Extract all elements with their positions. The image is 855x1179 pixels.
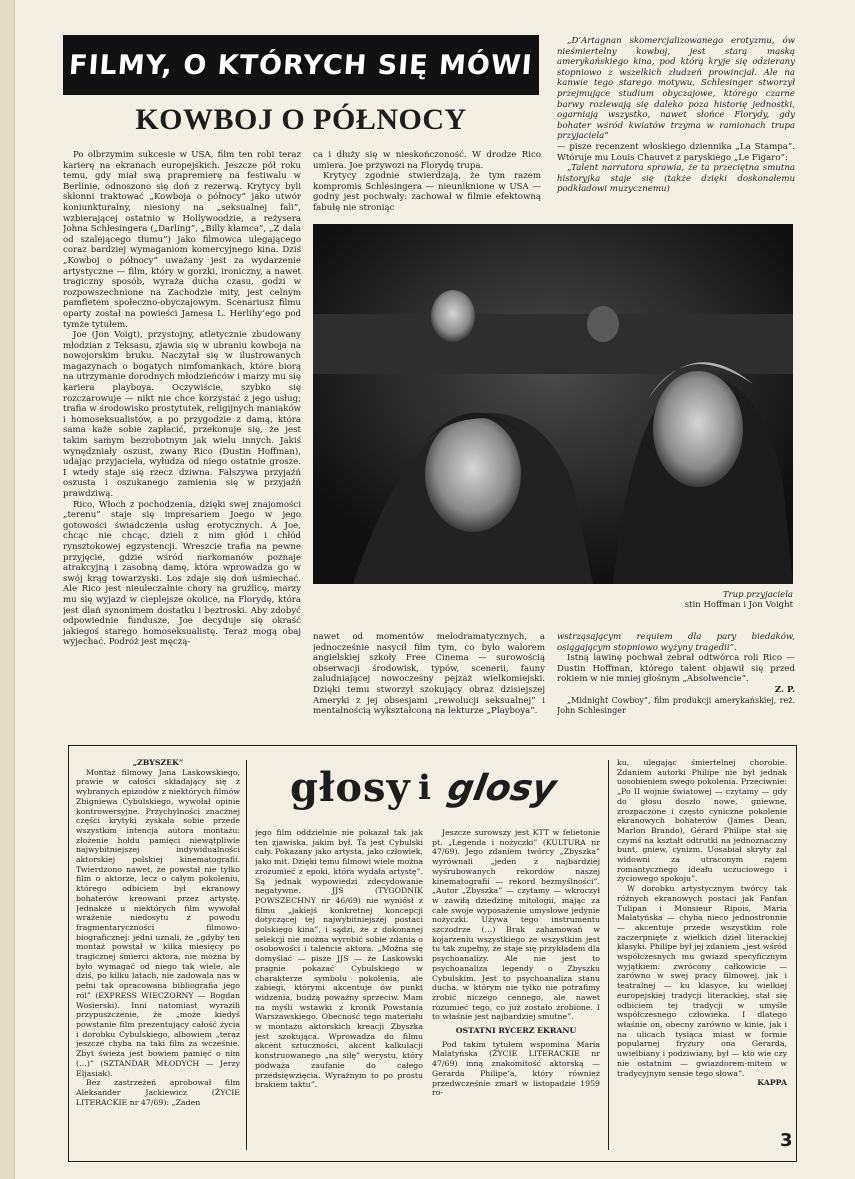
quote-paragraph: „D’Artagnan skomercjalizowanego erotyzmu, ów nieśmiertelny kowboj, jest starą maską amerykańskiego kina, pod którą kryje się odzierany stopniowo z wszelkich złudzeń prowincjał. Ale na kanwie tego starego motywu, Schlesinger stworzył przejmujące studium obyczajowe, którego czarne barwy rozlewają się daleko poza historię jednostki, ogarniają wszystko, nawet słońce Florydy, gdy bohater wśród kwiatów trzyma w ramionach trupa przyjaciela” bbox=[557, 36, 795, 142]
paragraph: — pisze recenzent włoskiego dziennika „La Stampa”. Wtóruje mu Louis Chauvet z paryskiego „Le Figaro”: bbox=[557, 141, 795, 163]
paragraph: ca i dłuży się w nieskończoność. W drodze Rico umiera. Joe przywozi na Florydę trupa. bbox=[313, 150, 541, 171]
paragraph: Joe (Jon Voigt), przystojny, atletycznie zbudowany młodzian z Teksasu, zjawia się w ubraniu kowboja na nowojorskim bruku. Naczytał się w ilustrowanych magazynach o bogatych nimfomankach, które biorą na utrzymanie dorodnych młodzieńców i marzy mu się kariera playboya. Oczywiście, szybko się rozczarowuje — nikt nie chce korzystać z jego usług; trafia w środowisko prostytutek, religijnych maniaków i homoseksualistów, a po przygodzie z damą, która sama każe sobie zapłacić, przekonuje się, że jest takim samym bezrobotnym jak wielu innych. Jakiś wynędzniały oszust, zwany Rico (Dustin Hoffman), udając przyjaciela, wyłudza od niego ostatnie grosze. I wtedy staje się rzecz dziwna. Fałszywa przyjaźń oszusta i oszukanego zamienia się w przyjaźń prawdziwą. bbox=[63, 330, 301, 499]
paragraph: nawet od momentów melodramatycznych, a jednocześnie nasycił film tym, co było walorem angielskiej szkoły Free Cinema — surowością obserwacji środowisk, typów, scenerii, fauny zaludniającej nowoczesny pejzaż wielkomiejski. Dzięki temu stworzył szokujący obraz dzisiejszej Ameryki z jej obsesjami „rewolucji seksualnej” i mentalnością wykształconą na lekturze „Playboya”. bbox=[313, 632, 545, 717]
article-column-2-bottom bbox=[313, 632, 545, 732]
film-note: „Midnight Cowboy”, film produkcji amerykańskiej, reż. John Schlesinger bbox=[557, 695, 795, 716]
article-column-1 bbox=[63, 150, 301, 730]
review-signature: KAPPA bbox=[757, 1078, 787, 1088]
photo-caption bbox=[313, 590, 793, 610]
review-column-3 bbox=[432, 828, 600, 1153]
column-rule bbox=[246, 760, 247, 1150]
title-part-2: i bbox=[418, 768, 431, 808]
paragraph: Bez zastrzeżeń aprobował film Aleksander Jackiewicz (ŻYCIE LITERACKIE nr 47/69): „Zaden bbox=[76, 1078, 240, 1107]
banner-text: FILMY, O KTÓRYCH SIĘ MÓWI bbox=[68, 49, 534, 81]
review-heading: „ZBYSZEK” bbox=[132, 758, 184, 767]
article-title: KOWBOJ O PÓŁNOCY bbox=[135, 103, 467, 136]
quote-paragraph: „Talent narratora sprawia, że ta przeciętna smutna historyjka staje się (także dzięki doskonałemu podkładowi muzycznemu) bbox=[557, 163, 795, 195]
paragraph: W dorobku artystycznym twórcy tak różnych ekranowych postaci jak Fanfan Tulipan i Monsieur Ripois, Maria Malatyńska — chyba nieco jednostronnie — akcentuje przede wszystkim role zaczerpnięte z wielkich dzieł literackiej klasyki. Philipe był jej zdaniem „jest wśród współczesnych mu gwiazd specyficznym wyjątkiem: zwrócony całkowicie — zarówno w swej pracy filmowej, jak i teatralnej — ku klasyce, ku wielkiej europejskiej tradycji literackiej, stał się odbiciem tej tradycji w umyśle współczesnego człowieka. I dlatego właśnie on, obecny zarówno w kinie, jak i na ulicach tysiąca miast w formie popularnej fryzury ona Gerarda, uwielbiany i podziwiany, był — kto wie czy nie ostatnim — gwiazdorem-mitem w tradycyjnym sensie tego słowa”. bbox=[617, 884, 787, 1078]
press-review-title bbox=[258, 762, 598, 822]
paragraph: Rico, Włoch z pochodzenia, dzięki swej znajomości „terenu” staje się impresariem Joego w jego gotowości świadczenia usług erotycznych. A Joe, chcąc nie chcąc, dzieli z nim głód i chłód rynsztokowej egzystencji. Wreszcie trafia na pewne przyjęcie, gdzie wśród narkomanów poznaje atrakcyjną i zasobną damę, która wprowadza go w swój krąg towarzyski. Los zdaje się doń uśmiechać. Ale Rico jest nieuleczalnie chory na gruźlicę, marzy mu się wyjazd w cieplejsze okolice, na Florydę, która jest dlań synonimem dostatku i beztroski. Aby zdobyć odpowiednie fundusze, Joe decyduje się okraść jakiegoś starego homoseksualistę. Teraz mogą obaj wyjechać. Podróż jest męczą- bbox=[63, 499, 301, 648]
paragraph: ku, ulegając śmiertelnej chorobie. Zdaniem autorki Philipe nie był jednak uosobieniem swego pokolenia. Przeciwnie: „Po II wojnie światowej — czytamy — gdy do głosu doszło nowe, gniewne, zrozpaczone i często cyniczne pokolenie ekranowych bohaterów (James Dean, Marlon Brando), Gérard Philipe stał się czymś na kształt odtrutki na jednoznaczny bunt, gniew, cynizm. Uosabiał skryty żal widowni za utraconym rajem romantycznego ideału uczuciowego i życiowego spokoju”. bbox=[617, 758, 787, 884]
title-part-1: głosy bbox=[290, 764, 411, 811]
quote-end: wstrząsającym requiem dla pary biedaków, osiągającym stopniowo wyżyny tragedii”. bbox=[557, 632, 795, 653]
caption-title: Trup przyjaciela bbox=[722, 590, 793, 600]
film-still-image bbox=[313, 224, 793, 584]
article-signature: Z. P. bbox=[774, 684, 795, 695]
paragraph: jego film oddzielnie nie pokazał tak jak ten zjawiska, jakim był. Ta jest Cybulski cały. Pokazany jako artysta, jako człowiek, jako mit. Dzięki temu filmowi wiele można zrozumieć z epoki, która wydała artystę”. Są jednak wypowiedzi zdecydowanie negatywne. JJS (TYGODNIK POWSZECHNY nr 46/69) nie wyniósł z filmu „jakiejś konkretnej koncepcji dotyczącej tej najwybitniejszej postaci polskiego kina”, i sądzi, że z dokonanej selekcji nie można wyrobić sobie zdania o osobowości i talencie aktora. „Można się domyślać — pisze JJS — że Laskowski pragnie pokazać Cybulskiego w charakterze symbolu pokolenia, ale zabiegi, którymi akcentuje ów punkt widzenia, budzą poważny sprzeciw. Mam na myśli wstawki z kronik Powstania Warszawskiego. Obecność tego materiału w montażu aktorskich kreacji Zbyszka jest szokująca. Wprowadza do filmu akcent sztuczności, akcent kalkulacji konstruowanego „na siłę” werystu, który podważa zaufanie do całego przedsięwzięcia. Wyrażnym to po prostu brakiem taktu”. bbox=[255, 828, 423, 1090]
film-still-photo bbox=[313, 224, 793, 584]
paragraph: Krytycy zgodnie stwierdzają, że tym razem kompromis Schlesingera — nieuniknione w USA — godny jest pochwały: zachował w filmie efektowną fabułę nie stroniąc bbox=[313, 171, 541, 213]
paragraph: Istną lawinę pochwał zebrał odtwórca roli Rico — Dustin Hoffman, którego talent objawił się przed rokiem w nie mniej głośnym „Absolwencie”. bbox=[557, 653, 795, 685]
review-heading: OSTATNI RYCERZ EKRANU bbox=[455, 1026, 577, 1036]
article-column-3-bottom bbox=[557, 632, 795, 732]
page-number: 3 bbox=[780, 1130, 793, 1151]
review-column-1 bbox=[76, 758, 240, 1153]
title-part-3: glosy bbox=[444, 768, 560, 809]
article-column-2 bbox=[313, 150, 541, 220]
article-column-3 bbox=[557, 36, 795, 222]
page-binding-edge bbox=[0, 0, 15, 1179]
section-banner bbox=[63, 35, 539, 95]
caption-names: stin Hoffman i Jon Voight bbox=[684, 600, 793, 610]
paragraph: Montaż filmowy Jana Laskowskiego, prawie w całości składający się z wybranych epizodów z niektórych filmów Zbigniewa Cybulskiego, wywołał opinie kontrowersyjne. Przychylności znacznej części krytyki zyskała sobie przede wszystkim intencja autora montażu: złożenie hołdu pamięci niewątpliwie najwybitniejszej indywidualności aktorskiej polskiej kinematografii. Twierdzono nawet, że powstał nie tylko film o aktorze, lecz o całym pokoleniu, którego odbiciem był ekranowy bohaterów kreowani przez artystę. Jednakże u niektórych film wywołał wrażenie niedosytu z powodu fragmentaryczności filmowo-biograficznej: jedni uznali, że „gdyby ten montaż powstał w kilka miesięcy po tragicznej śmierci aktora, nie można by było wymagać od niego tak wiele, ale dziś, po kilku latach, nie zadowala nas w pełni tak opracowana bibliografia jego ról” (EXPRESS WIECZORNY — Bogdan Wosierski). Inni natomiast wyrazili przypuszczenie, że „może kiedyś powstanie film prezentujący całość życia i dorobku Cybulskiego, albowiem „teraz jeszcze chyba na taki film za wcześnie. Zbyt świeża jest bowiem pamięć o nim (…)” (SZTANDAR MŁODYCH — Jerzy Eljasiak). bbox=[76, 767, 240, 1078]
review-column-2 bbox=[255, 828, 423, 1153]
paragraph: Pod takim tytułem wspomina Maria Malatyńska (ŻYCIE LITERACKIE nr 47/69) inną znakomitość aktorską — Gerarda Philipe’a, który również przedwcześnie zmarł w listopadzie 1959 ro- bbox=[432, 1039, 600, 1098]
review-column-4 bbox=[617, 758, 787, 1153]
column-rule bbox=[608, 760, 609, 1150]
paragraph: Jeszcze surowszy jest KTT w felietonie pt. „Legenda i nożyczki” (KULTURA nr 47/69). Jego zdaniem twórcy „Zbyszka” wyrównali „jeden z najbardziej wyśrubowanych rekordów naszej kinematografii — rekord bezmyślności”. „Autor „Zbyszka” — czytamy — wkroczył w zawiłą dziedzinę mitologii, mając za całe swoje wyposażenie umysłowe jedynie nożyczki. Używa tego instrumentu szczodrze (…) Brak zahamowań w kojarzeniu wszystkiego ze wszystkim jest tu tak zupełny, że staje się przykładem dla psychoanalizy. Ale nie jest to psychoanaliza legendy o Zbyszku Cybulskim. Jest to psychoanaliza stanu ducha, w którym nie tylko nie potrafimy zrobić niczego cennego, ale nawet rozumieć tego, co już zostało zrobione. I to właśnie jest najbardziej smutne”. bbox=[432, 828, 600, 1022]
paragraph: Po olbrzymim sukcesie w USA, film ten robi teraz karierę na ekranach europejskich. Jeszcze pół roku temu, gdy miał swą prapremierę na festiwalu w Berlinie, odnoszono się doń z rezerwą. Krytycy byli skłonni traktować „Kowboja o północy” jako utwór koniunkturalny, niesiony na „seksualnej fali”, wzbierającej ostatnio w Hollywoodzie, a reżysera Johna Schlesingera („Darling”, „Billy kłamca”, „Z dala od szalejącego tłumu”) jako filmowca ulegającego coraz bardziej wymaganiom komercyjnego kina. Dziś „Kowboj o północy” uważany jest za wydarzenie artystyczne — film, który w gorzki, ironiczny, a nawet tragiczny sposób, wyraża ducha czasu, godzi w rozpowszechnione na Zachodzie mity, jest celnym pamfletem społeczno-obyczajowym. Scenariusz filmu oparty został na powieści Jamesa L. Herlihy’ego pod tymże tytułem. bbox=[63, 150, 301, 330]
